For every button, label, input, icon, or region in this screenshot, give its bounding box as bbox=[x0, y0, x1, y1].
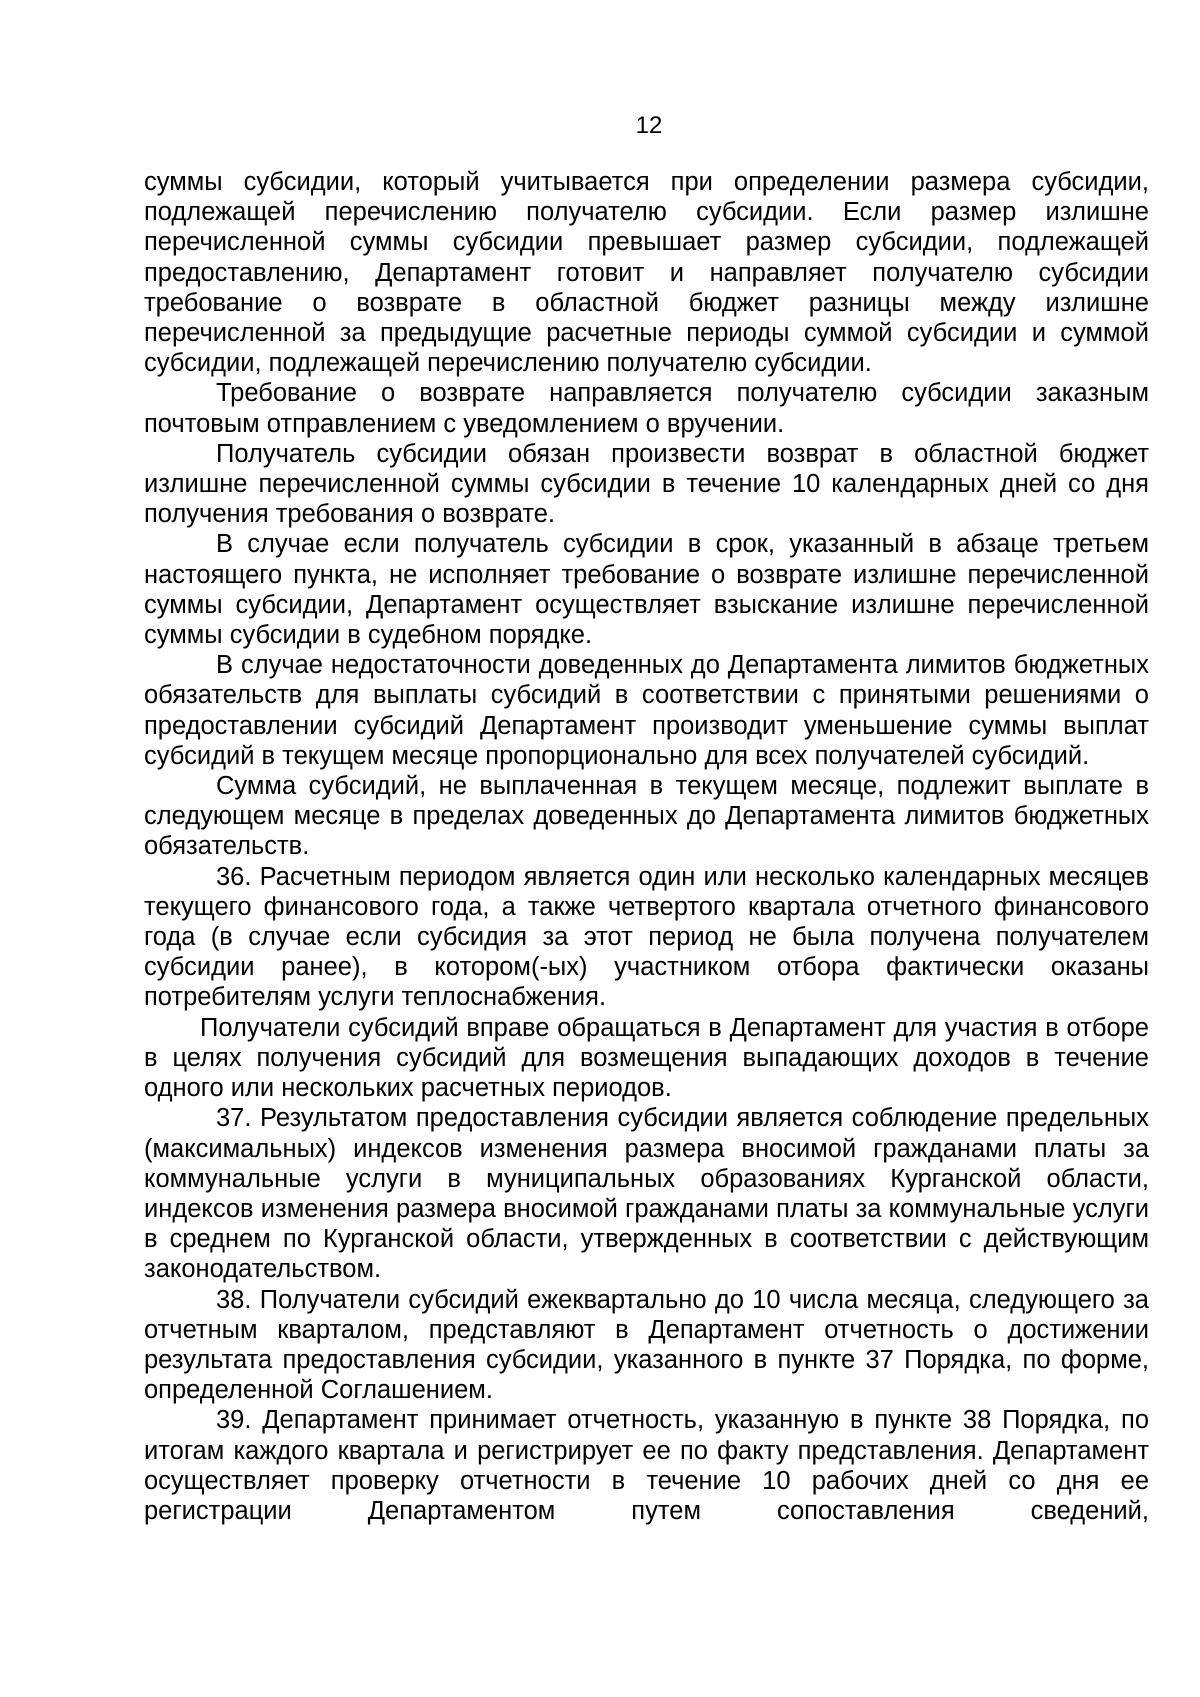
paragraph-item-39: 39. Департамент принимает отчетность, указанную в пункте 38 Порядка, по итогам каждого квартала и регистрирует ее по факту представления. Департамент осуществляет проверку отчетности в течение 10 рабочих дней со дня ее регистрации Департаментом путем сопоставления сведений, bbox=[144, 1406, 1149, 1525]
paragraph-item-37: 37. Результатом предоставления субсидии является соблюдение предельных (максимальных) индексов изменения размера вносимой гражданами платы за коммунальные услуги в муниципальных образованиях Курганской области, индексов изменения размера вносимой гражданами платы за коммунальные услуги в среднем по Курганской области, утвержденных в соответствии с действующим законодательством. bbox=[144, 1104, 1149, 1284]
paragraph-unpaid-amount: Сумма субсидий, не выплаченная в текущем месяце, подлежит выплате в следующем месяце в пределах доведенных до Департамента лимитов бюджетных обязательств. bbox=[144, 772, 1149, 861]
page-number: 12 bbox=[635, 112, 663, 139]
paragraph-requirement-sending: Требование о возврате направляется получателю субсидии заказным почтовым отправлением с уведомлением о вручении. bbox=[144, 379, 1149, 438]
paragraph-continuation: суммы субсидии, который учитывается при определении размера субсидии, подлежащей перечислению получателю субсидии. Если размер излишне перечисленной суммы субсидии превышает размер субсидии, подлежащей предоставлению, Департамент готовит и направляет получателю субсидии требование о возврате в областной бюджет разницы между излишне перечисленной за предыдущие расчетные периоды суммой субсидии и суммой субсидии, подлежащей перечислению получателю субсидии. bbox=[144, 168, 1149, 378]
paragraph-court-recovery: В случае если получатель субсидии в срок, указанный в абзаце третьем настоящего пункта, не исполняет требование о возврате излишне перечисленной суммы субсидии, Департамент осуществляет взыскание излишне перечисленной суммы субсидии в судебном порядке. bbox=[144, 530, 1149, 650]
paragraph-item-36: 36. Расчетным периодом является один или несколько календарных месяцев текущего финансового года, а также четвертого квартала отчетного финансового года (в случае если субсидия за этот период не была получена получателем субсидии ранее), в котором(-ых) участником отбора фактически оказаны потребителям услуги теплоснабжения. bbox=[144, 862, 1149, 1012]
paragraph-return-obligation: Получатель субсидии обязан произвести возврат в областной бюджет излишне перечисленной суммы субсидии в течение 10 календарных дней со дня получения требования о возврате. bbox=[144, 439, 1149, 529]
paragraph-recipients-right: Получатели субсидий вправе обращаться в Департамент для участия в отборе в целях получения субсидий для возмещения выпадающих доходов в течение одного или нескольких расчетных периодов. bbox=[144, 1013, 1149, 1103]
paragraph-item-38: 38. Получатели субсидий ежеквартально до 10 числа месяца, следующего за отчетным кварталом, представляют в Департамент отчетность о достижении результата предоставления субсидии, указанного в пункте 37 Порядка, по форме, определенной Соглашением. bbox=[144, 1285, 1149, 1405]
document-body bbox=[144, 167, 1149, 1526]
paragraph-limits-insufficiency: В случае недостаточности доведенных до Департамента лимитов бюджетных обязательств для выплаты субсидий в соответствии с принятыми решениями о предоставлении субсидий Департамент производит уменьшение суммы выплат субсидий в текущем месяце пропорционально для всех получателей субсидий. bbox=[144, 651, 1149, 770]
